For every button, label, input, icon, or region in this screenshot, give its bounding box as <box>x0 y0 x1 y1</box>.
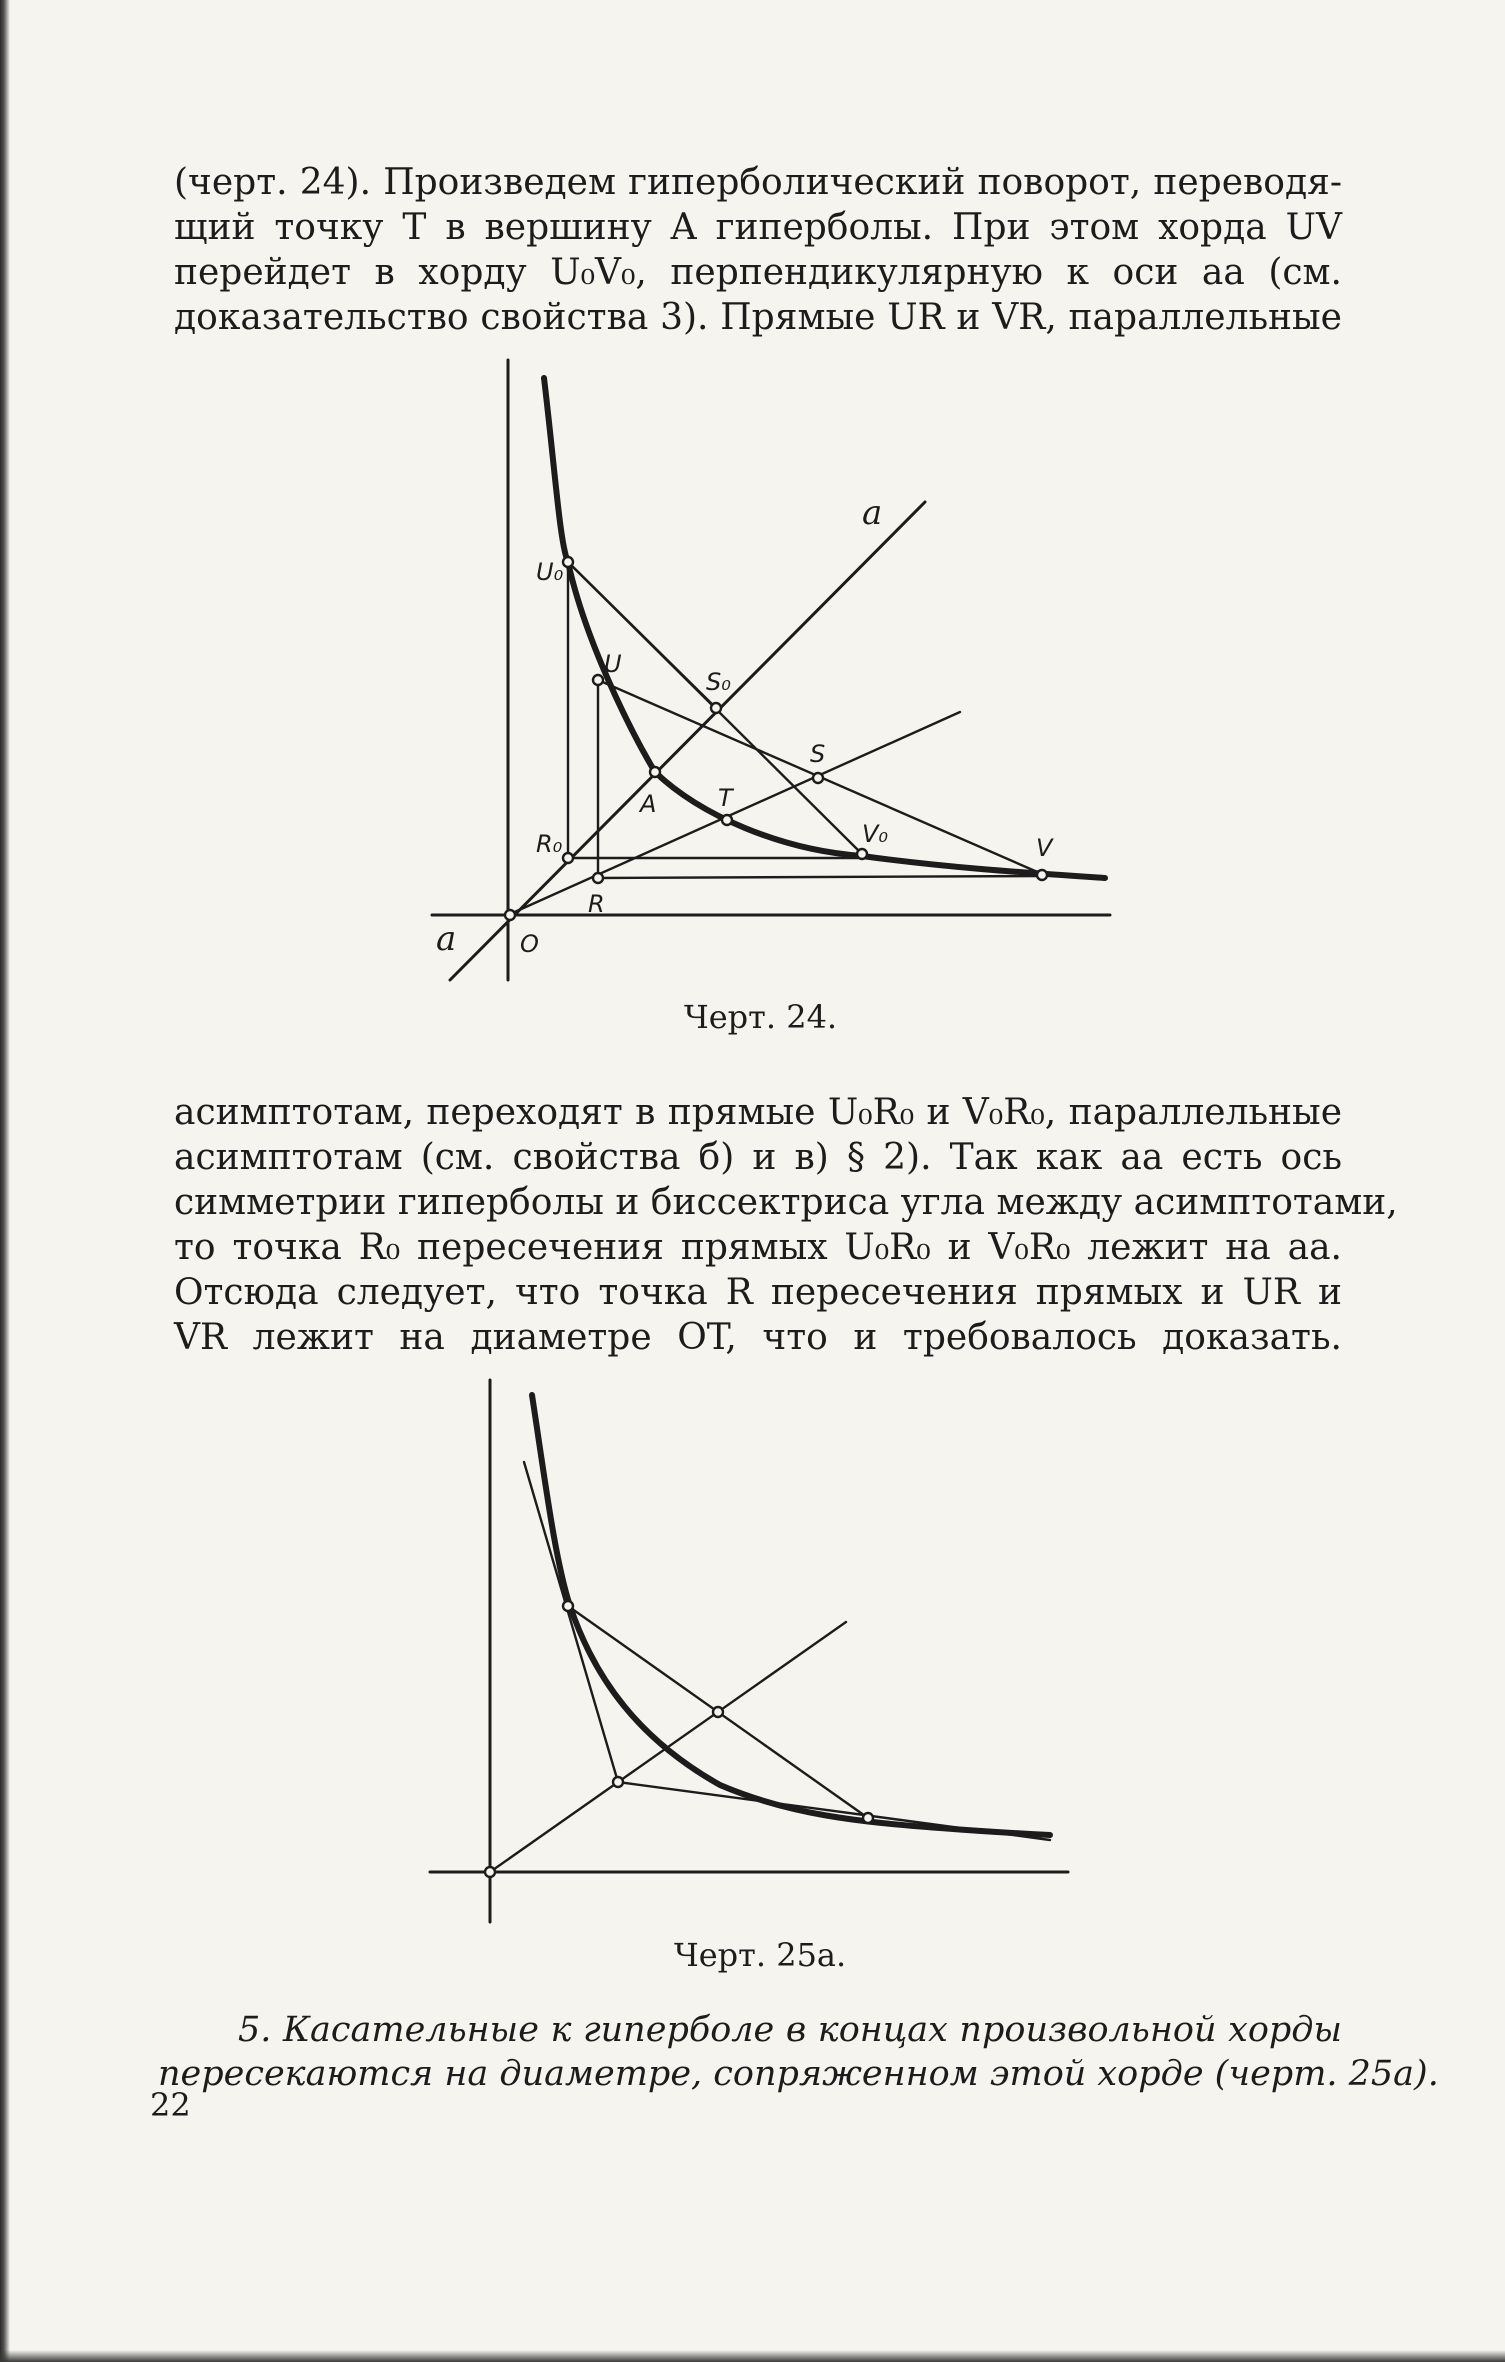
fig24-point-R <box>593 873 603 883</box>
fig24-label-R0: R₀ <box>536 830 563 858</box>
fig25a-point-chord-end-left <box>563 1601 573 1611</box>
fig24-point-S0 <box>711 703 721 713</box>
fig24-label-S: S <box>810 740 826 768</box>
fig24-point-T <box>722 815 732 825</box>
fig24-point-V0 <box>857 849 867 859</box>
paragraph-2-line: асимптотам (см. свойства б) и в) § 2). Так как aa есть ось <box>174 1137 1342 1178</box>
fig24-label-a-bottom: a <box>436 919 457 959</box>
fig24-point-U0 <box>563 557 573 567</box>
paragraph-2-line: VR лежит на диаметре OT, что и требовалось доказать. <box>174 1317 1342 1358</box>
fig24-point-V <box>1037 870 1047 880</box>
figure-25a-caption: Черт. 25а. <box>674 1936 847 1974</box>
fig24-label-T: T <box>718 784 733 812</box>
fig25a-point-tangent-intersection <box>613 1777 623 1787</box>
theorem-5-line: 5. Касательные к гиперболе в концах произвольной хорды <box>238 2010 1342 2050</box>
theorem-5 <box>158 2008 1439 2096</box>
paragraph-1-line: доказательство свойства 3). Прямые UR и VR, параллельные <box>174 297 1342 338</box>
paragraph-2-line: Отсюда следует, что точка R пересечения прямых и UR и <box>174 1272 1342 1313</box>
fig25a-hyperbola <box>532 1395 1050 1835</box>
figure-24-caption: Черт. 24. <box>684 998 838 1036</box>
fig24-label-O: O <box>520 930 539 958</box>
fig25a-tangent-right <box>618 1782 1050 1840</box>
fig24-label-U0: U₀ <box>536 558 564 586</box>
fig24-line-VR <box>598 876 1042 878</box>
paragraph-2-line: то точка R₀ пересечения прямых U₀R₀ и V₀R₀ лежит на aa. <box>174 1227 1342 1268</box>
fig24-label-A: A <box>640 790 657 818</box>
fig24-label-V0: V₀ <box>862 820 889 848</box>
fig24-point-R0 <box>563 853 573 863</box>
fig25a-point-origin <box>485 1867 495 1877</box>
fig24-point-A <box>650 767 660 777</box>
paragraph-1-line: перейдет в хорду U₀V₀, перпендикулярную к оси aa (см. <box>174 252 1342 293</box>
paragraph-1-line: (черт. 24). Произведем гиперболический поворот, переводя- <box>174 162 1342 203</box>
fig24-diameter-OT <box>508 712 960 915</box>
fig24-label-S0: S₀ <box>706 668 731 696</box>
paragraph-2-line: симметрии гиперболы и биссектриса угла между асимптотами, <box>174 1182 1398 1223</box>
fig24-label-a-top: a <box>862 493 883 533</box>
paragraph-2 <box>174 1090 1398 1360</box>
fig24-point-U <box>593 675 603 685</box>
fig24-label-V: V <box>1036 834 1053 862</box>
fig24-hyperbola <box>544 378 1105 878</box>
fig25a-point-chord-midpoint <box>713 1707 723 1717</box>
fig25a-diameter <box>490 1622 846 1872</box>
fig25a-tangent-left <box>524 1462 618 1782</box>
fig25a-point-chord-end-right <box>863 1813 873 1823</box>
page-number: 22 <box>150 2086 191 2124</box>
paragraph-1-line: щий точку T в вершину A гиперболы. При этом хорда UV <box>174 207 1342 248</box>
fig24-label-R: R <box>588 890 605 918</box>
paragraph-2-line: асимптотам, переходят в прямые U₀R₀ и V₀R₀, параллельные <box>174 1092 1342 1133</box>
theorem-5-line: пересекаются на диаметре, сопряженном этой хорде (черт. 25а). <box>158 2054 1439 2094</box>
fig24-point-S <box>813 773 823 783</box>
fig24-point-O <box>505 910 515 920</box>
fig24-label-U: U <box>604 650 622 678</box>
